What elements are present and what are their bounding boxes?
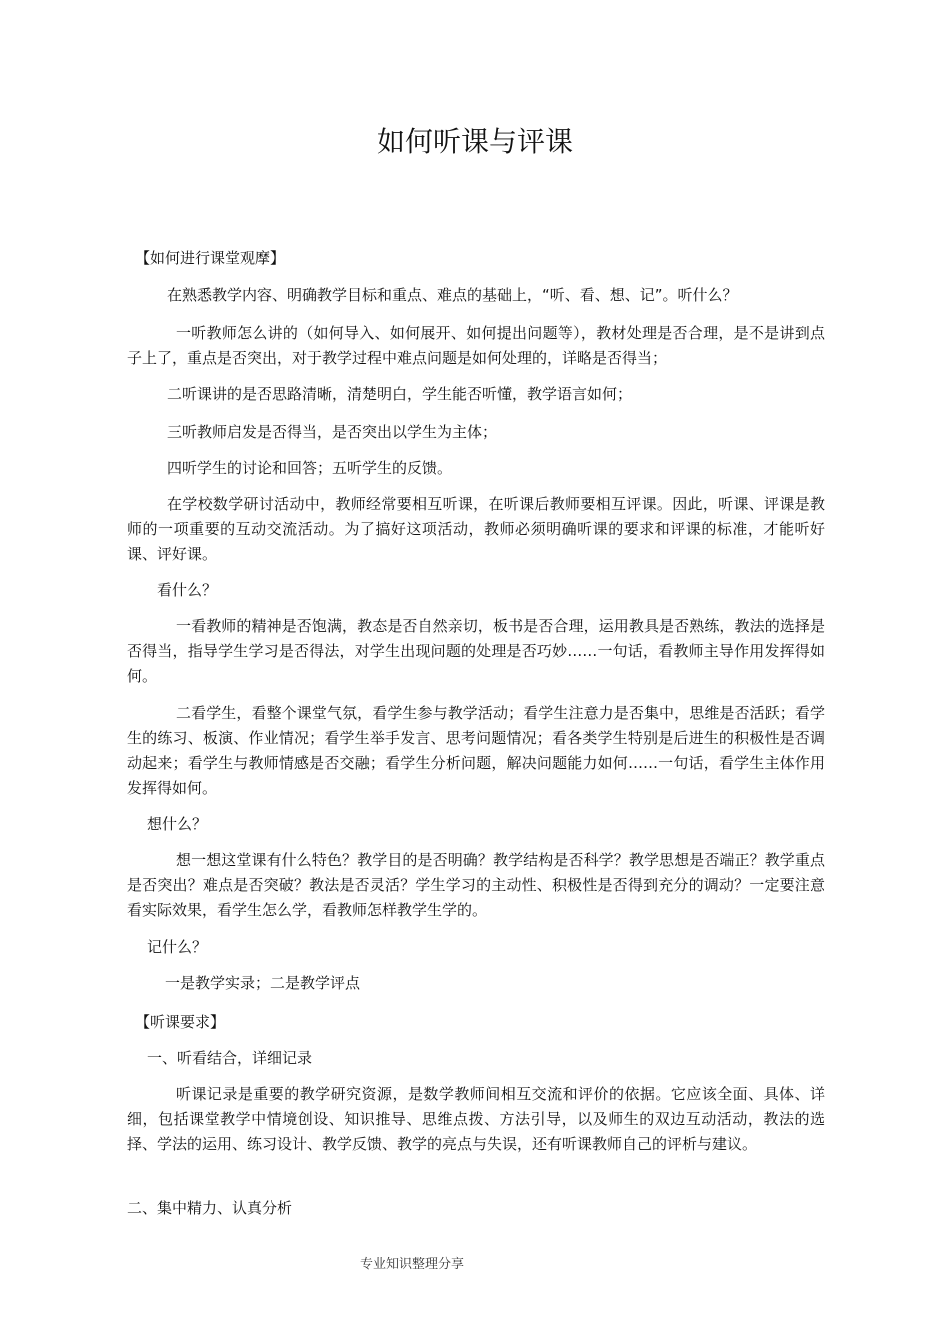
question-think: 想什么？ xyxy=(147,815,208,833)
question-record: 记什么？ xyxy=(147,938,208,956)
question-look: 看什么？ xyxy=(157,581,218,599)
subheading-2: 二、集中精力、认真分析 xyxy=(127,1199,293,1217)
section-heading-requirements: 【听课要求】 xyxy=(135,1013,226,1031)
paragraph-look-1: 一看教师的精神是否饱满，教态是否自然亲切，板书是否合理，运用教具是否熟练，教法的选择是否得当，指导学生学习是否得法，对学生出现问题的处理是否巧妙……一句话，看教师主导作用发挥得如何。 xyxy=(127,617,825,685)
paragraph-listen-4-5: 四听学生的讨论和回答；五听学生的反馈。 xyxy=(167,459,453,477)
paragraph-listen-3: 三听教师启发是否得当，是否突出以学生为主体； xyxy=(167,423,498,441)
paragraph-intro: 在熟悉教学内容、明确教学目标和重点、难点的基础上，“听、看、想、记”。听什么？ xyxy=(167,286,738,304)
section-heading-observation: 【如何进行课堂观摩】 xyxy=(135,249,286,267)
paragraph-think: 想一想这堂课有什么特色？教学目的是否明确？教学结构是否科学？教学思想是否端正？教学重点是否突出？难点是否突破？教法是否灵活？学生学习的主动性、积极性是否得到充分的调动？一定要注意看实际效果，看学生怎么学，看教师怎样教学生学的。 xyxy=(127,851,825,919)
paragraph-record: 一是教学实录；二是教学评点 xyxy=(165,974,361,992)
subheading-1: 一、听看结合，详细记录 xyxy=(147,1049,313,1067)
paragraph-listen-1: 一听教师怎么讲的（如何导入、如何展开、如何提出问题等），教材处理是否合理，是不是讲到点子上了，重点是否突出，对于教学过程中难点问题是如何处理的，详略是否得当； xyxy=(127,324,825,367)
paragraph-look-2: 二看学生，看整个课堂气氛，看学生参与教学活动；看学生注意力是否集中，思维是否活跃；看学生的练习、板演、作业情况；看学生举手发言、思考问题情况；看各类学生特别是后进生的积极性是否调动起来；看学生与教师情感是否交融；看学生分析问题，解决问题能力如何……一句话，看学生主体作用发挥得如何。 xyxy=(127,704,825,797)
page-footer: 专业知识整理分享 xyxy=(360,1257,465,1272)
paragraph-school-activity: 在学校数学研讨活动中，教师经常要相互听课，在听课后教师要相互评课。因此，听课、评课是教师的一项重要的互动交流活动。为了搞好这项活动，教师必须明确听课的要求和评课的标准，才能听好课、评好课。 xyxy=(127,495,825,563)
paragraph-listen-2: 二听课讲的是否思路清晰，清楚明白，学生能否听懂，教学语言如何； xyxy=(167,385,633,403)
paragraph-sub-1: 听课记录是重要的教学研究资源，是数学教师间相互交流和评价的依据。它应该全面、具体、详细，包括课堂教学中情境创设、知识推导、思维点拨、方法引导，以及师生的双边互动活动，教法的选择、学法的运用、练习设计、教学反馈、教学的亮点与失误，还有听课教师自己的评析与建议。 xyxy=(127,1085,825,1153)
page-title: 如何听课与评课 xyxy=(376,125,573,158)
